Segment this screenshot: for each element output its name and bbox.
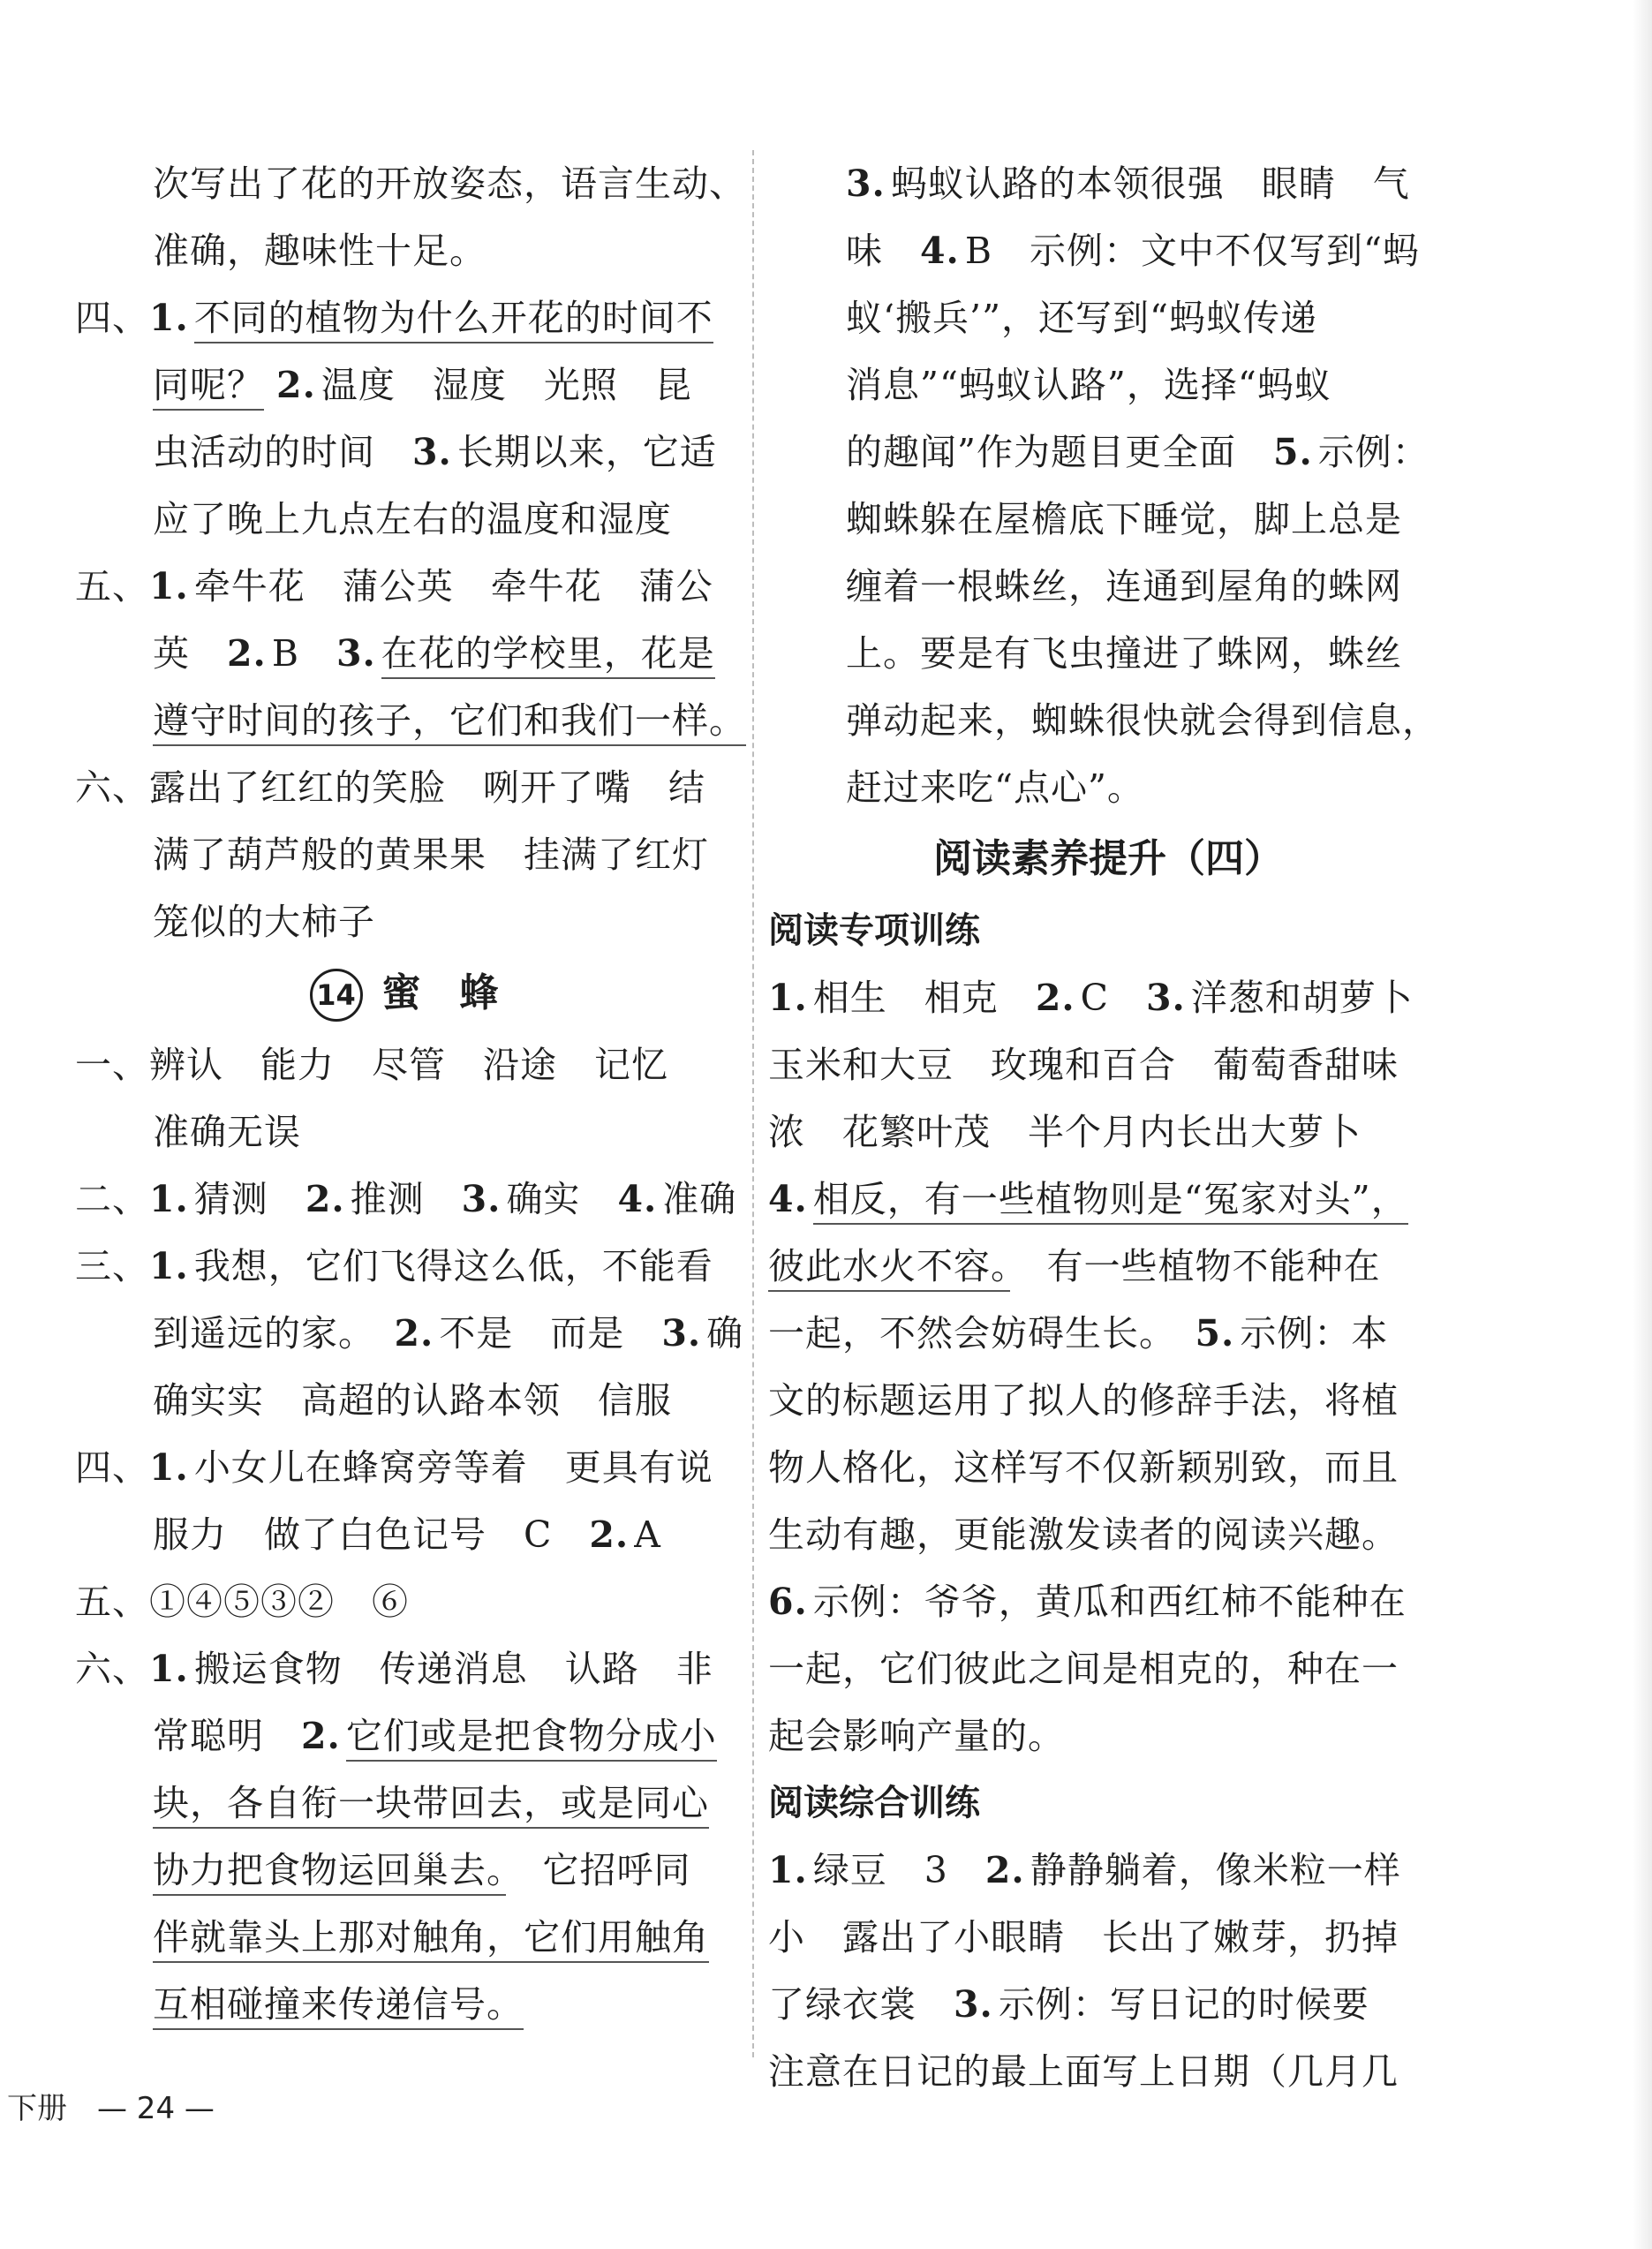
item-number: 2. [394, 1312, 434, 1355]
answer-line [75, 1233, 733, 1300]
answer-line [75, 1031, 733, 1098]
answer-text: 我想，它们飞得这么低，不能看 [193, 1245, 713, 1287]
answer-line [75, 620, 733, 687]
answer-text: 温度 湿度 光照 昆 [321, 364, 692, 406]
underlined-answer: 相反，有一些植物则是“冤家对头”， [813, 1178, 1408, 1225]
underlined-answer: 块，各自衔一块带回去，或是同心 [153, 1782, 709, 1829]
answer-text: 常聪明 [153, 1715, 301, 1757]
answer-text: 搬运食物 传递消息 认路 非 [193, 1648, 713, 1690]
item-number: 3. [954, 1983, 993, 2026]
answer-text: 四、 [75, 297, 149, 339]
answer-line [768, 687, 1448, 754]
answer-line [75, 1501, 733, 1568]
item-number: 5. [1272, 431, 1313, 473]
answer-text: 小 露出了小眼睛 长出了嫩芽，扔掉 [768, 1916, 1399, 1958]
item-number: 3. [846, 162, 886, 205]
answer-text: 一起，它们彼此之间是相克的，种在一 [768, 1648, 1399, 1690]
answer-text: 二、 [75, 1178, 149, 1220]
lesson-number-badge: 14 [310, 969, 363, 1022]
answer-text: 五、①④⑤③② ⑥ [75, 1581, 409, 1623]
section-title-text: 阅读素养提升（四） [933, 836, 1283, 881]
answer-text: 示例：写日记的时候要 [998, 1983, 1369, 2026]
item-number: 1. [149, 1648, 189, 1690]
answer-text: 服力 做了白色记号 C [153, 1513, 590, 1556]
item-number: 6. [768, 1581, 808, 1623]
underlined-answer: 彼此水火不容。 [768, 1245, 1010, 1292]
answer-text: 不是 而是 [439, 1312, 662, 1355]
answer-text: 生动有趣，更能激发读者的阅读兴趣。 [768, 1513, 1399, 1556]
answer-text: 示例：本 [1240, 1312, 1389, 1355]
answer-line [75, 1434, 733, 1501]
answer-line [75, 1904, 733, 1971]
answer-text: 牵牛花 蒲公英 牵牛花 蒲公 [193, 565, 713, 608]
answer-line [768, 1434, 1448, 1501]
answer-text: 准确 [662, 1178, 737, 1220]
answer-line [75, 1098, 733, 1166]
answer-text: 到遥远的家。 [153, 1312, 395, 1355]
item-number: 2. [227, 632, 267, 675]
underlined-answer: 在花的学校里，花是 [381, 632, 715, 679]
underlined-answer: 伴就靠头上那对触角，它们用触角 [153, 1916, 709, 1963]
answer-text: 注意在日记的最上面写上日期（几月几 [768, 2050, 1399, 2093]
answer-text: 有一些植物不能种在 [1009, 1245, 1381, 1287]
answer-line [75, 351, 733, 419]
answer-text: 静静躺着，像米粒一样 [1030, 1849, 1401, 1891]
answer-line [75, 1300, 744, 1367]
item-number: 2. [301, 1715, 341, 1757]
answer-text: 推测 [350, 1178, 462, 1220]
answer-text: 确实实 高超的认路本领 信服 [153, 1379, 672, 1422]
subsection-heading: 阅读综合训练 [768, 1783, 980, 1823]
item-number: 3. [412, 431, 452, 473]
answer-line [75, 419, 733, 486]
answer-text: 绿豆 3 [812, 1849, 985, 1891]
answer-text: 满了葫芦般的黄果果 挂满了红灯 [153, 834, 709, 876]
answer-text: B 示例：文中不仅写到“蚂 [964, 230, 1420, 272]
answer-text: 准确无误 [153, 1111, 301, 1153]
item-number: 1. [149, 1245, 189, 1287]
answer-text: 猜测 [193, 1178, 306, 1220]
answer-line [768, 284, 1448, 351]
item-number: 2. [276, 364, 316, 406]
answer-line [75, 1367, 733, 1434]
answer-line [768, 1031, 1448, 1098]
answer-text: A [634, 1513, 661, 1556]
answer-line [75, 1568, 733, 1635]
answer-text: 准确，趣味性十足。 [153, 230, 487, 272]
answer-line [768, 1904, 1448, 1971]
item-number: 3. [1146, 977, 1186, 1019]
answer-line [75, 754, 733, 821]
answer-line [768, 1166, 1448, 1233]
item-number: 3. [336, 632, 376, 675]
answer-line [768, 553, 1448, 620]
answer-text: 小女儿在蜂窝旁等着 更具有说 [193, 1446, 713, 1489]
answer-line [75, 1770, 733, 1837]
answer-text: 确 [706, 1312, 744, 1355]
answer-line [768, 1367, 1448, 1434]
answer-line [768, 1501, 1448, 1568]
answer-text: 三、 [75, 1245, 149, 1287]
answer-text: 蚂蚁认路的本领很强 眼睛 气 [890, 162, 1410, 205]
answer-line [75, 1702, 733, 1770]
answer-text: 味 [846, 230, 920, 272]
answer-line [768, 217, 1448, 284]
answer-line [75, 217, 733, 284]
answer-text: 五、 [75, 565, 149, 608]
answer-line [768, 486, 1448, 553]
answer-line [768, 1837, 1448, 1904]
item-number: 5. [1195, 1312, 1235, 1355]
section-title [75, 955, 733, 1031]
answer-line [768, 150, 1448, 217]
answer-line [768, 1098, 1448, 1166]
answer-line [75, 1971, 733, 2038]
answer-text: 物人格化，这样写不仅新颖别致，而且 [768, 1446, 1399, 1489]
answer-text: 洋葱和胡萝卜 [1190, 977, 1414, 1019]
page-edge-shadow [1633, 0, 1652, 2249]
answer-text: 上。要是有飞虫撞进了蛛网，蛛丝 [846, 632, 1402, 675]
item-number: 4. [617, 1178, 658, 1220]
answer-text: 赶过来吃“点心”。 [846, 766, 1144, 809]
answer-line [75, 486, 733, 553]
answer-text: 一起，不然会妨碍生长。 [768, 1312, 1196, 1355]
left-column [75, 150, 746, 2038]
answer-text: 笼似的大柿子 [153, 901, 375, 943]
answer-text: 一、辨认 能力 尽管 沿途 记忆 [75, 1044, 668, 1086]
answer-text: 长期以来，它适 [456, 431, 717, 473]
answer-text: 四、 [75, 1446, 149, 1489]
answer-text: C [1080, 977, 1146, 1019]
answer-text: 弹动起来，蜘蛛很快就会得到信息， [846, 699, 1439, 742]
answer-line [75, 284, 733, 351]
answer-text: 蚁‘搬兵’”，还写到“蚂蚁传递 [846, 297, 1317, 339]
section-title [768, 821, 1448, 897]
section-title-text: 蜜 蜂 [381, 970, 499, 1015]
answer-text: 蜘蛛躲在屋檐底下睡觉，脚上总是 [846, 498, 1402, 540]
answer-text: 浓 花繁叶茂 半个月内长出大萝卜 [768, 1111, 1362, 1153]
page-footer: 下册 — 24 — [7, 2091, 215, 2126]
item-number: 4. [768, 1178, 808, 1220]
answer-line [75, 821, 733, 888]
underlined-answer: 同呢？ [153, 364, 264, 411]
answer-line [768, 964, 1448, 1031]
answer-line [768, 351, 1448, 419]
item-number: 1. [149, 1178, 189, 1220]
answer-line [75, 1166, 737, 1233]
answer-text: 了绿衣裳 [768, 1983, 954, 2026]
column-divider [752, 150, 754, 2057]
answer-text: 的趣闻”作为题目更全面 [846, 431, 1273, 473]
right-column [768, 150, 1448, 2105]
answer-text: 相生 相克 [812, 977, 1036, 1019]
answer-line [75, 553, 733, 620]
answer-line [768, 620, 1448, 687]
answer-text: 英 [153, 632, 227, 675]
answer-line [768, 1568, 1448, 1635]
answer-text: 应了晚上九点左右的温度和湿度 [153, 498, 672, 540]
item-number: 1. [768, 1849, 808, 1891]
answer-text: 确实 [506, 1178, 618, 1220]
answer-text: 起会影响产量的。 [768, 1715, 1065, 1757]
item-number: 3. [461, 1178, 502, 1220]
answer-line [768, 419, 1448, 486]
answer-line [75, 1837, 733, 1904]
item-number: 1. [149, 565, 189, 608]
answer-text: 六、露出了红红的笑脸 咧开了嘴 结 [75, 766, 705, 809]
answer-text: 虫活动的时间 [153, 431, 412, 473]
answer-line [75, 150, 746, 217]
answer-text: B [271, 632, 336, 675]
answer-line [768, 1233, 1448, 1300]
answer-line [75, 687, 746, 754]
answer-text [264, 364, 276, 406]
answer-text: 文的标题运用了拟人的修辞手法，将植 [768, 1379, 1399, 1422]
answer-text: 它招呼同 [505, 1849, 691, 1891]
answer-line [75, 888, 733, 955]
answer-line [768, 754, 1448, 821]
item-number: 1. [149, 297, 189, 339]
underlined-answer: 它们或是把食物分成小 [346, 1715, 717, 1762]
answer-text: 示例： [1317, 431, 1429, 473]
item-number: 3. [661, 1312, 702, 1355]
underlined-answer: 协力把食物运回巢去。 [153, 1849, 506, 1896]
answer-line [768, 1702, 1448, 1770]
answer-text: 消息”“蚂蚁认路”，选择“蚂蚁 [846, 364, 1331, 406]
subsection-heading: 阅读专项训练 [768, 910, 980, 951]
answer-line [768, 1635, 1448, 1702]
underlined-answer: 遵守时间的孩子，它们和我们一样。 [153, 699, 746, 746]
answer-text: 玉米和大豆 玫瑰和百合 葡萄香甜味 [768, 1044, 1399, 1086]
item-number: 2. [305, 1178, 345, 1220]
item-number: 2. [984, 1849, 1025, 1891]
underlined-answer: 互相碰撞来传递信号。 [153, 1983, 524, 2030]
item-number: 2. [1035, 977, 1075, 1019]
answer-line [768, 1300, 1448, 1367]
item-number: 4. [920, 230, 960, 272]
item-number: 2. [589, 1513, 630, 1556]
answer-line [75, 1635, 733, 1702]
answer-text: 示例：爷爷，黄瓜和西红柿不能种在 [812, 1581, 1407, 1623]
item-number: 1. [768, 977, 808, 1019]
answer-line [768, 2038, 1448, 2105]
answer-text: 六、 [75, 1648, 149, 1690]
answer-text: 次写出了花的开放姿态，语言生动、 [153, 162, 746, 205]
answer-text: 缠着一根蛛丝，连通到屋角的蛛网 [846, 565, 1402, 608]
answer-line [768, 1971, 1448, 2038]
underlined-answer: 不同的植物为什么开花的时间不 [194, 297, 713, 343]
item-number: 1. [149, 1446, 189, 1489]
